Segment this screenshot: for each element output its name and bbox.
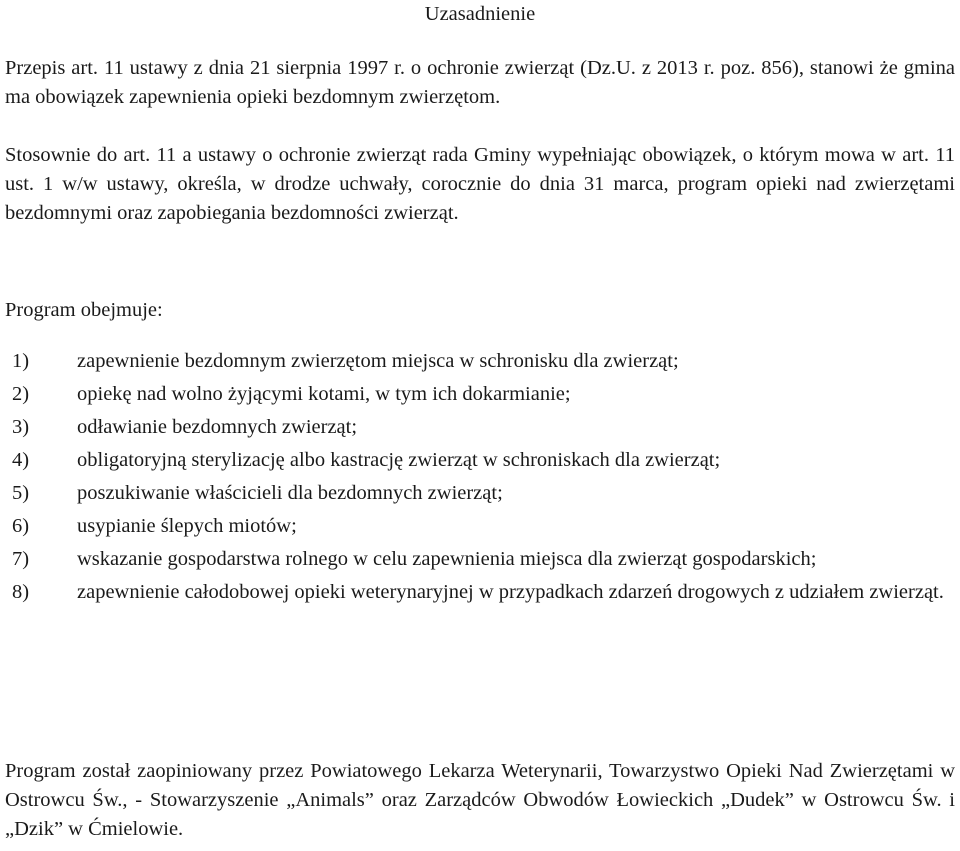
list-item-number: 3) xyxy=(12,416,30,438)
list-item xyxy=(5,545,955,574)
program-list xyxy=(5,347,955,611)
list-item-text: obligatoryjną sterylizację albo kastrację zwierząt w schroniskach dla zwierząt; xyxy=(77,449,721,471)
list-item-text: zapewnienie całodobowej opieki weterynaryjnej w przypadkach zdarzeń drogowych z udziałem zwierząt. xyxy=(77,581,944,603)
list-item-number: 7) xyxy=(12,548,30,570)
list-item xyxy=(5,380,955,409)
list-item-number: 4) xyxy=(12,449,30,471)
paragraph-program-intro: Program obejmuje: xyxy=(5,299,163,321)
list-item xyxy=(5,479,955,508)
list-item-text: zapewnienie bezdomnym zwierzętom miejsca w schronisku dla zwierząt; xyxy=(77,350,679,372)
list-item-number: 6) xyxy=(12,515,30,537)
paragraph-council-obligation: Stosownie do art. 11 a ustawy o ochronie zwierząt rada Gminy wypełniając obowiązek, o którym mowa w art. 11 ust. 1 w/w ustawy, określa, w drodze uchwały, corocznie do dnia 31 marca, program opieki nad zwierzętami bezdomnymi oraz zapobiegania bezdomności zwierząt. xyxy=(5,144,955,224)
list-item xyxy=(5,413,955,442)
list-item-text: opiekę nad wolno żyjącymi kotami, w tym ich dokarmianie; xyxy=(77,383,571,405)
paragraph-legal-basis: Przepis art. 11 ustawy z dnia 21 sierpnia 1997 r. o ochronie zwierząt (Dz.U. z 2013 r. poz. 856), stanowi że gmina ma obowiązek zapewnienia opieki bezdomnym zwierzętom. xyxy=(5,57,955,108)
paragraph-closing-opinion: Program został zaopiniowany przez Powiatowego Lekarza Weterynarii, Towarzystwo Opieki Nad Zwierzętami w Ostrowcu Św., - Stowarzyszenie „Animals” oraz Zarządców Obwodów Łowieckich „Dudek” w Ostrowcu Św. i „Dzik” w Ćmielowie. xyxy=(5,760,955,840)
list-item xyxy=(5,347,955,376)
list-item xyxy=(5,446,955,475)
list-item-number: 8) xyxy=(12,581,30,603)
document-title: Uzasadnienie xyxy=(424,3,536,25)
list-item-number: 2) xyxy=(12,383,30,405)
list-item-text: wskazanie gospodarstwa rolnego w celu zapewnienia miejsca dla zwierząt gospodarskich; xyxy=(77,548,817,570)
list-item-text: poszukiwanie właścicieli dla bezdomnych zwierząt; xyxy=(77,482,503,504)
list-item-number: 1) xyxy=(12,350,30,372)
list-item-number: 5) xyxy=(12,482,30,504)
list-item xyxy=(5,512,955,541)
list-item-text: odławianie bezdomnych zwierząt; xyxy=(77,416,358,438)
list-item-text: usypianie ślepych miotów; xyxy=(77,515,297,537)
list-item xyxy=(5,578,955,607)
